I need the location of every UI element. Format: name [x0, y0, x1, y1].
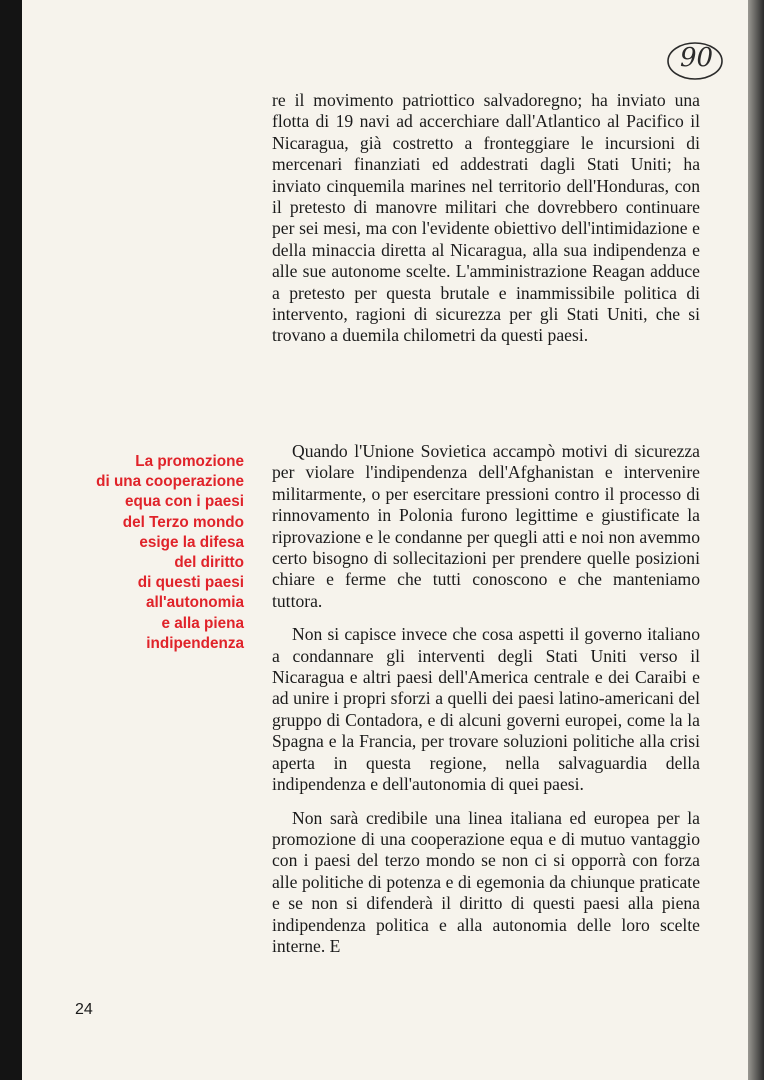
pull-quote-line: equa con i paesi — [124, 493, 244, 511]
paragraph: Non sarà credibile una linea italiana ed europea per la promozione di una cooperazione equa e di mutuo vantaggio con i paesi del terzo mondo se non ci si opporrà con forza alle politiche di potenza e di egemonia da chiunque praticate e se non si difenderà il diritto di questi paesi alla piena indipendenza politica e alla autonomia delle loro scelte interne. E — [272, 807, 700, 956]
page-edge-shadow — [748, 0, 764, 1080]
pull-quote-line: La promozione — [135, 453, 244, 470]
text-block-top — [272, 90, 700, 359]
pull-quote-line: e alla piena — [161, 614, 244, 632]
pull-quote-line: di una cooperazione — [96, 473, 244, 491]
paragraph: Quando l'Unione Sovietica accampò motivi di sicurezza per violare l'indipendenza dell'Afghanistan e intervenire militarmente, o per esercitare pressioni contro il processo di rinnovamento in Polonia furono legittime e giustificate la riprovazione e le condanne per quegli atti e noi non avemmo certo bisogno di sollecitazioni per prendere quelle posizioni chiare e ferme che tutti conoscono e che manteniamo tuttora. — [272, 441, 700, 611]
left-dark-margin — [0, 0, 22, 1080]
paragraph: re il movimento patriottico salvadoregno; ha inviato una flotta di 19 navi ad accerchiare dall'Atlantico al Pacifico il Nicaragua, già costretto a fronteggiare le incursioni di mercenari finanziati ed addestrati dagli Stati Uniti; ha inviato cinquemila marines nel territorio dell'Honduras, con il pretesto di manovre militari che dovrebbero continuare per sei mesi, ma con l'evidente obiettivo dell'intimidazione e della minaccia diretta al Nicaragua, alla sua indipendenza e alle sue autonome scelte. L'amministrazione Reagan adduce a pretesto per questa brutale e inammissibile politica di intervento, ragioni di sicurezza per gli Stati Uniti, che si trovano a duemila chilometri da questi paesi. — [272, 90, 700, 346]
pull-quote-line: all'autonomia — [146, 594, 244, 612]
page-number: 24 — [75, 1001, 93, 1018]
pull-quote-line: del diritto — [174, 554, 244, 572]
pull-quote-line: di questi paesi — [137, 574, 244, 592]
text-block-main — [272, 441, 700, 969]
paragraph: Non si capisce invece che cosa aspetti il governo italiano a condannare gli interventi degli Stati Uniti verso il Nicaragua e altri paesi dell'America centrale e dei Caraibi e ad unire i propri sforzi a quelli dei paesi latino-americani del gruppo di Contadora, e di alcuni governi europei, come la la Spagna e la Francia, per trovare soluzioni politiche alla crisi aperta in questa regione, nella salvaguardia della indipendenza e dell'autonomia di quei paesi. — [272, 624, 700, 795]
handwritten-annotation — [664, 40, 724, 82]
pull-quote-line: indipendenza — [146, 634, 244, 652]
annotation-number: 90 — [680, 43, 714, 73]
margin-pull-quote — [52, 452, 244, 654]
pull-quote-line: esige la difesa — [139, 533, 244, 551]
pull-quote-line: del Terzo mondo — [122, 513, 244, 531]
